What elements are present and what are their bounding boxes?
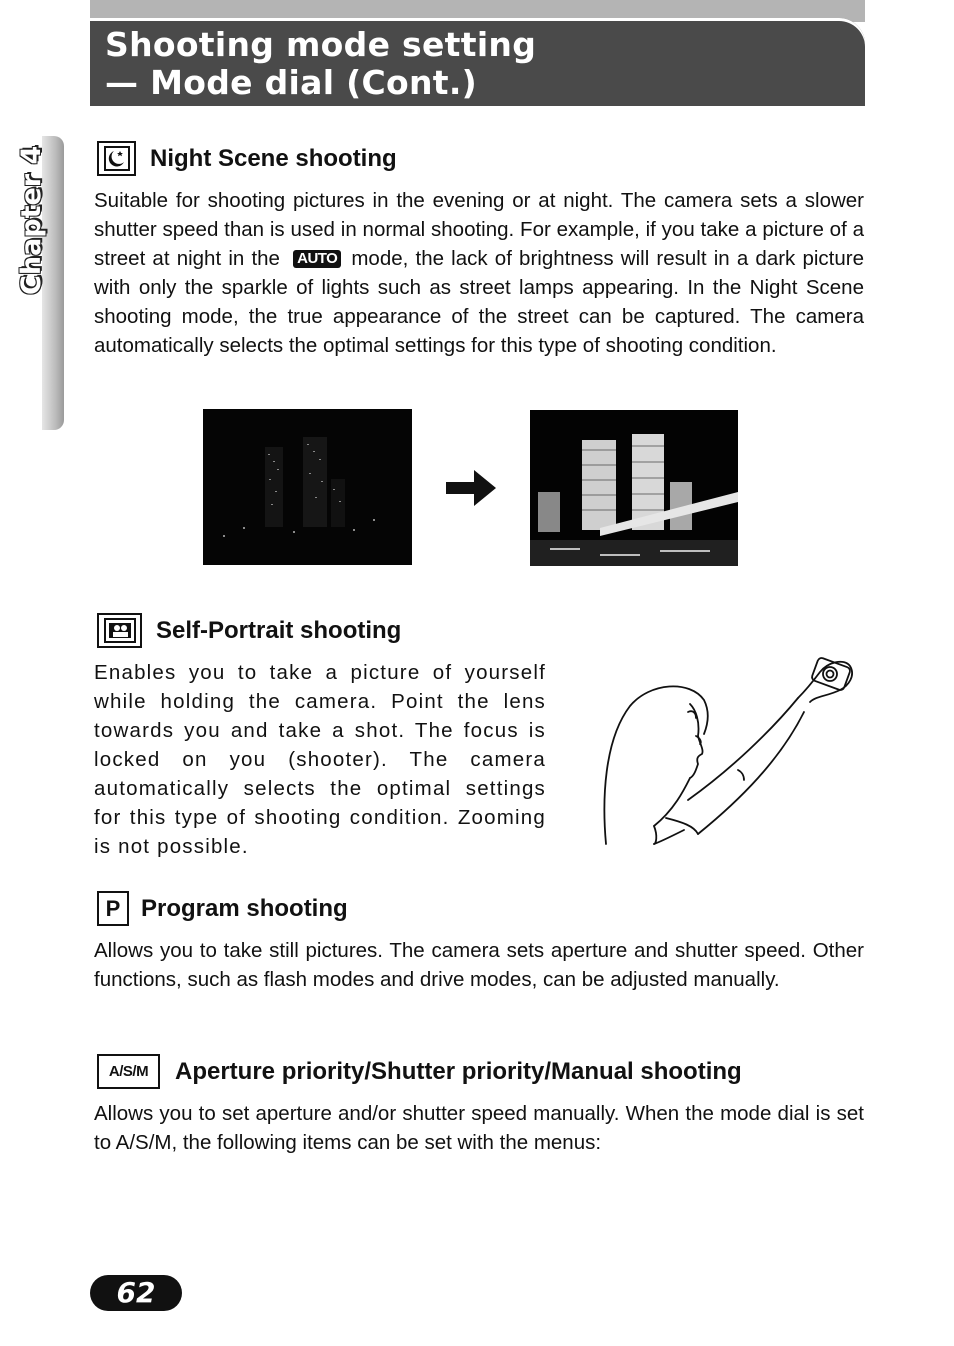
night-scene-title: Night Scene shooting	[150, 144, 397, 172]
night-scene-text-part-2: mode, the lack of brightness will result in a dark picture with only the sparkle of lights such as street lamps appearing. In the Night Scene shooting mode, the true appearance of the street can be captured. The camera automatically selects the optimal settings for this type of shooting condition.	[94, 247, 864, 357]
night-scene-mode-icon	[97, 141, 136, 176]
chapter-label: Chapter 4	[16, 145, 47, 295]
self-portrait-illustration	[600, 650, 860, 851]
page-number: 62	[90, 1275, 182, 1311]
asm-mode-icon: A/S/M	[97, 1054, 160, 1089]
program-mode-icon: P	[97, 891, 129, 926]
program-description: Allows you to take still pictures. The camera sets aperture and shutter speed. Other functions, such as flash modes and drive modes, can be adjusted manually.	[94, 939, 864, 991]
asm-heading	[97, 1054, 742, 1089]
self-portrait-heading	[97, 613, 401, 648]
asm-description: Allows you to set aperture and/or shutter speed manually. When the mode dial is set to A/S/M, the following items can be set with the menus:	[94, 1102, 864, 1154]
self-portrait-title: Self-Portrait shooting	[156, 616, 402, 644]
dark-night-photo	[203, 409, 412, 565]
night-scene-description	[94, 186, 864, 360]
asm-title: Aperture priority/Shutter priority/Manual shooting	[175, 1057, 742, 1085]
program-title: Program shooting	[141, 894, 348, 922]
night-scene-heading	[97, 141, 397, 176]
bright-night-photo	[530, 410, 738, 566]
self-portrait-mode-icon	[97, 613, 142, 648]
page-header	[90, 18, 865, 106]
auto-mode-badge: AUTO	[293, 250, 341, 268]
page-title-line-1: Shooting mode setting	[105, 25, 537, 64]
arrow-right-icon	[444, 468, 498, 513]
self-portrait-description: Enables you to take a picture of yourself while holding the camera. Point the lens towards you and take a shot. The focus is locked on you (shooter). The camera automatically selects the optimal settings for this type of shooting condition. Zooming is not possible.	[94, 661, 546, 858]
program-heading	[97, 891, 348, 926]
night-scene-text-part-1: Suitable for shooting pictures in the evening or at night. The camera sets a slower shutter speed than is used in normal shooting. For example, if you take a picture of a street at night in the	[94, 189, 864, 270]
page-title	[105, 26, 536, 102]
page-title-line-2: — Mode dial (Cont.)	[105, 63, 478, 102]
